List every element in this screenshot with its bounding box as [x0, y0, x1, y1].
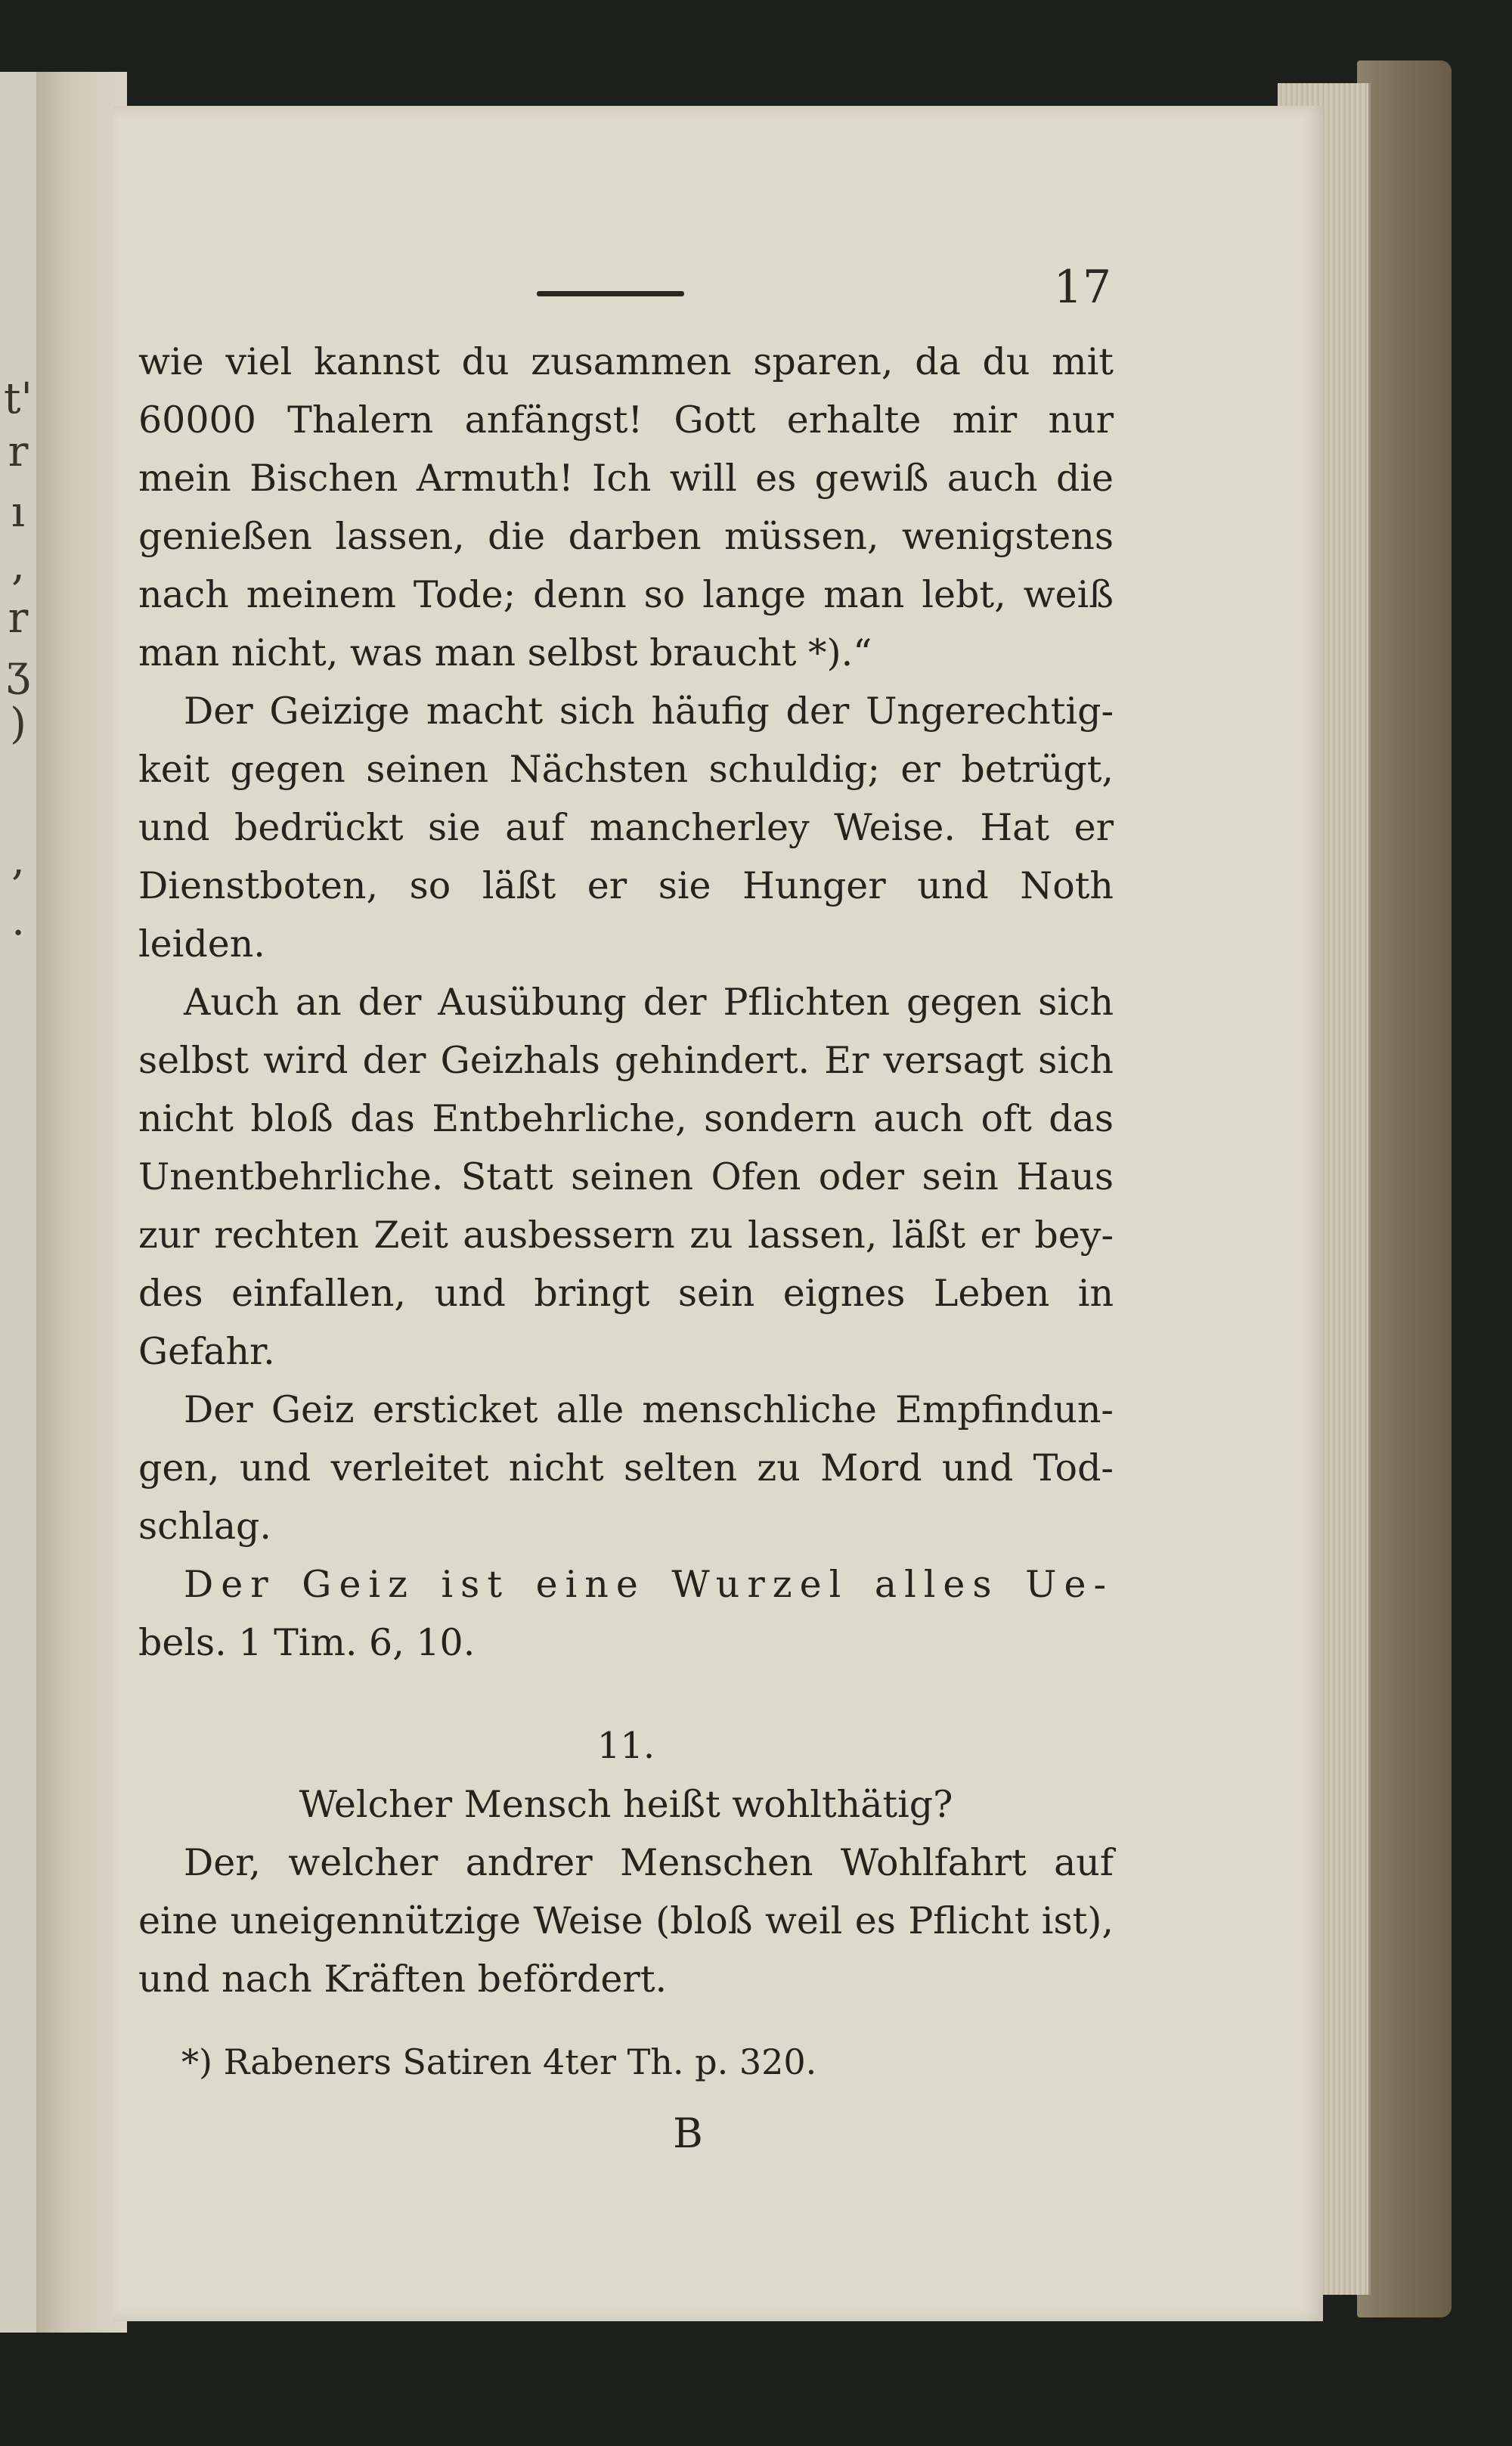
- body-paragraphs: [138, 333, 1114, 1672]
- text-line: zur rechten Zeit ausbessern zu lassen, läßt er bey-: [138, 1214, 1114, 1257]
- text-line: Der Geiz ist eine Wurzel alles Ue-: [184, 1563, 1114, 1606]
- text-line: Auch an der Ausübung der Pflichten gegen sich: [184, 981, 1114, 1024]
- edge-mark: ,: [11, 541, 25, 590]
- edge-mark: r: [8, 594, 29, 643]
- header-rule: [537, 291, 684, 296]
- text-line: nicht bloß das Entbehrliche, sondern auch oft das: [138, 1097, 1114, 1140]
- text-line: Der, welcher andrer Menschen Wohlfahrt auf: [184, 1841, 1114, 1884]
- section-question: Welcher Mensch heißt wohlthätig?: [299, 1783, 953, 1826]
- text-line: mein Bischen Armuth! Ich will es gewiß auch die: [138, 457, 1114, 500]
- text-line: gen, und verleitet nicht selten zu Mord und Tod-: [138, 1446, 1114, 1490]
- text-line: Unentbehrliche. Statt seinen Ofen oder sein Haus: [138, 1155, 1114, 1198]
- text-line: genießen lassen, die darben müssen, wenigstens: [138, 515, 1114, 558]
- edge-mark: .: [11, 896, 25, 945]
- text-line: selbst wird der Geizhals gehindert. Er versagt sich: [138, 1039, 1114, 1082]
- edge-mark: ): [10, 699, 26, 749]
- text-line: eine uneigennützige Weise (bloß weil es Pflicht ist),: [138, 1899, 1114, 1942]
- text-line: Der Geiz ersticket alle menschliche Empfindun-: [184, 1388, 1114, 1431]
- text-line: nach meinem Tode; denn so lange man lebt, weiß: [138, 573, 1114, 616]
- text-line: Der Geizige macht sich häufig der Ungerechtig-: [184, 690, 1114, 733]
- text-line: keit gegen seinen Nächsten schuldig; er betrügt,: [138, 748, 1114, 791]
- text-line: und bedrückt sie auf mancherley Weise. Hat er: [138, 806, 1114, 849]
- text-line: und nach Kräften befördert.: [138, 1958, 668, 2001]
- text-line: des einfallen, und bringt sein eignes Leben in: [138, 1272, 1114, 1315]
- left-page-sliver: [0, 72, 38, 2333]
- edge-mark: r: [8, 427, 29, 476]
- signature-mark: B: [673, 2110, 703, 2157]
- text-line: leiden.: [138, 922, 265, 966]
- text-line: Dienstboten, so läßt er sie Hunger und Noth: [138, 864, 1114, 907]
- section-number: 11.: [596, 1725, 655, 1767]
- edge-mark: ,: [11, 835, 25, 885]
- book-cover-board: [1357, 60, 1452, 2317]
- body-text: [138, 333, 1114, 2008]
- text-line: 60000 Thalern anfängst! Gott erhalte mir nur: [138, 398, 1114, 442]
- text-line: bels. 1 Tim. 6, 10.: [138, 1621, 476, 1664]
- footnote: *) Rabeners Satiren 4ter Th. p. 320.: [181, 2041, 817, 2082]
- text-line: wie viel kannst du zusammen sparen, da du mit: [138, 340, 1114, 383]
- edge-mark: ʒ: [6, 646, 30, 696]
- edge-mark: t': [4, 374, 33, 423]
- text-line: schlag.: [138, 1505, 271, 1548]
- text-line: Gefahr.: [138, 1330, 275, 1373]
- page-number: 17: [1053, 261, 1111, 314]
- edge-mark: ı: [11, 488, 25, 537]
- text-line: man nicht, was man selbst braucht *).“: [138, 631, 872, 674]
- section-answer: [138, 1834, 1114, 2008]
